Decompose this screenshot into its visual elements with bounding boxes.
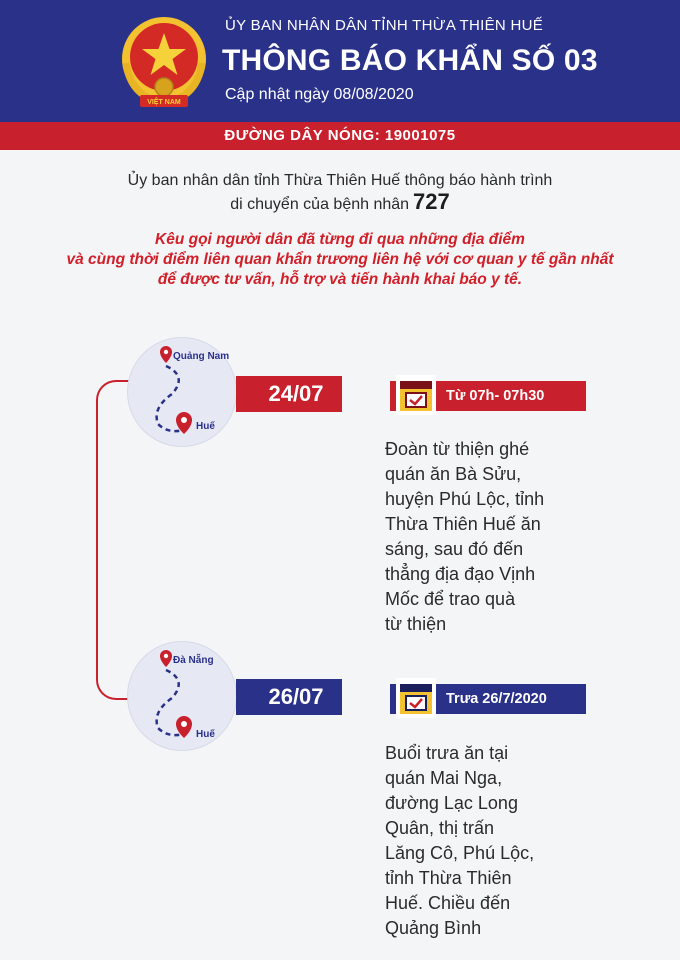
description-line: Mốc để trao quà [385, 589, 516, 609]
updated-date: Cập nhật ngày 08/08/2020 [225, 86, 414, 103]
route-map-1 [128, 338, 236, 446]
callout-line-1: Kêu gọi người dân đã từng đi qua những địa điểm [155, 231, 525, 248]
description-line: từ thiện [385, 614, 447, 634]
description-line: Huế. Chiều đến [385, 893, 511, 913]
date-badge-1: 24/07 [236, 376, 342, 412]
description-line: Thừa Thiên Huế ăn [385, 514, 541, 534]
map-origin-label: Quảng Nam [173, 351, 230, 362]
page-title: THÔNG BÁO KHẨN SỐ 03 [222, 44, 598, 77]
description-line: Đoàn từ thiện ghé [385, 439, 530, 459]
intro-line-1: Ủy ban nhân dân tỉnh Thừa Thiên Huế thông báo hành trình [127, 172, 553, 189]
description-line: sáng, sau đó đến [385, 539, 524, 559]
emblem-ribbon-text: VIỆT NAM [147, 99, 181, 106]
storefront-icon [394, 373, 438, 417]
callout-line-2: và cùng thời điểm liên quan khẩn trương liên hệ với cơ quan y tế gần nhất [66, 251, 614, 268]
map-origin-label: Đà Nẵng [173, 655, 214, 666]
description-line: thẳng địa đạo Vịnh [385, 564, 536, 584]
map-destination-label: Huế [196, 729, 215, 740]
description-1 [385, 437, 575, 637]
time-bar-2 [390, 684, 586, 714]
storefront-icon [394, 676, 438, 720]
description-line: Quân, thị trấn [385, 818, 495, 838]
time-label-2: Trưa 26/7/2020 [446, 691, 547, 707]
hotline-bar: ĐƯỜNG DÂY NÓNG: 19001075 [0, 122, 680, 150]
map-pin-icon [160, 650, 172, 667]
description-line: huyện Phú Lộc, tỉnh [385, 489, 545, 509]
patient-number: 727 [413, 189, 450, 214]
description-line: Buổi trưa ăn tại [385, 743, 509, 763]
intro-line-2: di chuyển của bệnh nhân [230, 196, 410, 213]
header-banner [0, 0, 680, 122]
description-line: quán ăn Bà Sửu, [385, 464, 522, 484]
description-2 [385, 741, 575, 941]
description-line: quán Mai Nga, [385, 768, 503, 788]
time-label-1: Từ 07h- 07h30 [446, 388, 545, 404]
map-pin-icon [160, 346, 172, 363]
callout-line-3: để được tư vấn, hỗ trợ và tiến hành khai báo y tế. [157, 271, 523, 288]
callout-text [0, 230, 680, 290]
description-line: đường Lạc Long [385, 793, 518, 813]
description-line: Lăng Cô, Phú Lộc, [385, 843, 535, 863]
description-line: tỉnh Thừa Thiên [385, 868, 512, 888]
description-line: Quảng Bình [385, 918, 482, 938]
national-emblem-icon [116, 13, 212, 111]
organization-name: ỦY BAN NHÂN DÂN TỈNH THỪA THIÊN HUẾ [225, 17, 544, 34]
intro-text [0, 170, 680, 215]
map-destination-label: Huế [196, 421, 215, 432]
route-map-2 [128, 642, 236, 750]
date-badge-2: 26/07 [236, 679, 342, 715]
time-bar-1 [390, 381, 586, 411]
